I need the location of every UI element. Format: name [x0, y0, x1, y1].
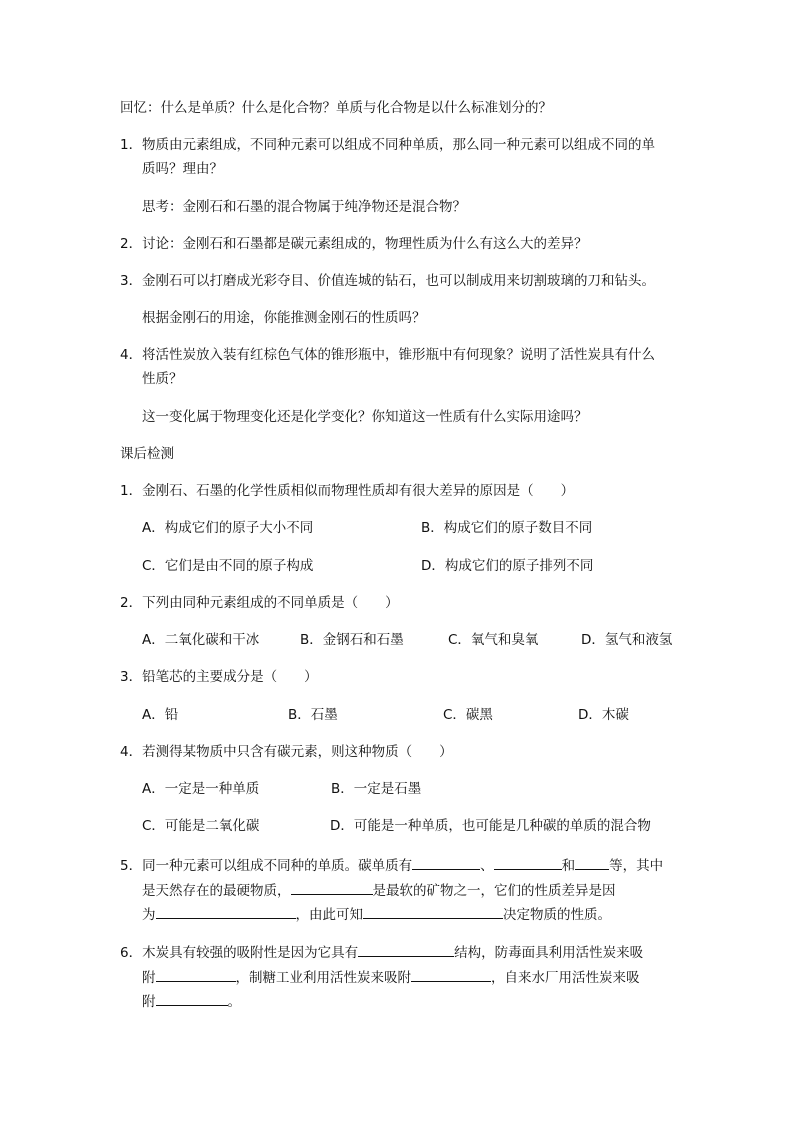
test5-text-5: 是天然存在的最硬物质， — [142, 883, 291, 899]
test5-text-3: 和 — [561, 858, 576, 874]
test6-line2 — [142, 966, 640, 988]
test2-option-d: D．氢气和液氢 — [581, 632, 673, 648]
test3-stem: 3．铅笔芯的主要成分是（ ） — [120, 669, 318, 685]
q3-line — [120, 271, 655, 291]
test4-option-b: B．一定是石墨 — [331, 781, 422, 797]
test6-blank-4[interactable] — [156, 990, 228, 1006]
test5-line3 — [142, 903, 611, 925]
test6-text-4: ，制糖工业利用活性炭来吸附 — [235, 970, 411, 986]
recall-line: 回忆：什么是单质？什么是化合物？单质与化合物是以什么标准划分的？ — [120, 100, 552, 116]
test1-option-b: B．构成它们的原子数目不同 — [421, 520, 593, 536]
test6-text-5: ，自来水厂用活性炭来吸 — [491, 970, 640, 986]
q4-line2: 性质？ — [142, 371, 183, 387]
test5-blank-3[interactable] — [575, 854, 609, 870]
test1-option-d: D．构成它们的原子排列不同 — [421, 558, 594, 574]
test6-text-6: 附 — [142, 994, 156, 1010]
test5-blank-5[interactable] — [156, 903, 296, 919]
test6-line1 — [120, 941, 643, 963]
q1-think: 思考：金刚石和石墨的混合物属于纯净物还是混合物？ — [142, 199, 466, 215]
q4-text-1: 将活性炭放入装有红棕色气体的锥形瓶中，锥形瓶中有何现象？说明了活性炭具有什么 — [142, 347, 655, 363]
test5-line2 — [142, 879, 616, 901]
test6-text-1: 6．木炭具有较强的吸附性是因为它具有 — [120, 945, 359, 961]
test6-text-7: 。 — [227, 994, 241, 1010]
q1-line1 — [120, 135, 655, 155]
section-heading: 课后检测 — [120, 446, 174, 462]
test6-blank-2[interactable] — [156, 966, 236, 982]
test2-option-a: A．二氧化碳和干冰 — [142, 632, 260, 648]
test2-option-b: B．金钢石和石墨 — [300, 632, 404, 648]
test5-text-4: 等，其中 — [609, 858, 664, 874]
test2-stem: 2．下列由同种元素组成的不同单质是（ ） — [120, 595, 399, 611]
q3-line2: 根据金刚石的用途，你能推测金刚石的性质吗？ — [142, 310, 426, 326]
test3-option-a: A．铅 — [142, 707, 179, 723]
test5-text-2: 、 — [480, 858, 494, 874]
test4-option-c: C．可能是二氧化碳 — [142, 818, 260, 834]
test6-text-3: 附 — [142, 970, 156, 986]
q4-line3: 这一变化属于物理变化还是化学变化？你知道这一性质有什么实际用途吗？ — [142, 409, 588, 425]
q1-text-1: 物质由元素组成，不同种元素可以组成不同种单质，那么同一种元素可以组成不同的单 — [142, 137, 655, 153]
q2-number: 2． — [120, 236, 143, 252]
test1-stem: 1．金刚石、石墨的化学性质相似而物理性质却有很大差异的原因是（ ） — [120, 483, 575, 499]
test5-blank-1[interactable] — [412, 854, 480, 870]
q3-number: 3． — [120, 273, 143, 289]
test3-option-c: C．碳黑 — [443, 707, 493, 723]
test5-text-1: 5．同一种元素可以组成不同种的单质。碳单质有 — [120, 858, 413, 874]
test6-line3 — [142, 990, 241, 1012]
q1-line2: 质吗？理由？ — [142, 161, 223, 177]
test5-blank-4[interactable] — [291, 879, 373, 895]
test5-text-6: 是最软的矿物之一，它们的性质差异是因 — [372, 883, 616, 899]
test5-line1 — [120, 854, 663, 876]
test3-option-b: B．石墨 — [288, 707, 338, 723]
test3-option-d: D．木碳 — [578, 707, 629, 723]
test6-blank-3[interactable] — [411, 966, 491, 982]
test4-stem: 4．若测得某物质中只含有碳元素，则这种物质（ ） — [120, 744, 453, 760]
test5-text-7: 为 — [142, 907, 156, 923]
q2-text: 讨论：金刚石和石墨都是碳元素组成的，物理性质为什么有这么大的差异？ — [142, 236, 588, 252]
test5-text-9: 决定物质的性质。 — [503, 907, 611, 923]
q1-number: 1． — [120, 137, 143, 153]
q4-number: 4． — [120, 347, 143, 363]
test6-text-2: 结构，防毒面具利用活性炭来吸 — [454, 945, 644, 961]
test5-blank-6[interactable] — [363, 903, 503, 919]
test5-blank-2[interactable] — [494, 854, 562, 870]
test1-option-c: C．它们是由不同的原子构成 — [142, 558, 314, 574]
test2-option-c: C．氧气和臭氧 — [448, 632, 539, 648]
test1-option-a: A．构成它们的原子大小不同 — [142, 520, 314, 536]
test6-blank-1[interactable] — [358, 941, 454, 957]
q4-line1 — [120, 345, 655, 365]
q2-line — [120, 234, 588, 254]
q3-text: 金刚石可以打磨成光彩夺目、价值连城的钻石，也可以制成用来切割玻璃的刀和钻头。 — [142, 273, 655, 289]
test5-text-8: ，由此可知 — [295, 907, 363, 923]
test4-option-d: D．可能是一种单质，也可能是几种碳的单质的混合物 — [330, 818, 651, 834]
test4-option-a: A．一定是一种单质 — [142, 781, 260, 797]
